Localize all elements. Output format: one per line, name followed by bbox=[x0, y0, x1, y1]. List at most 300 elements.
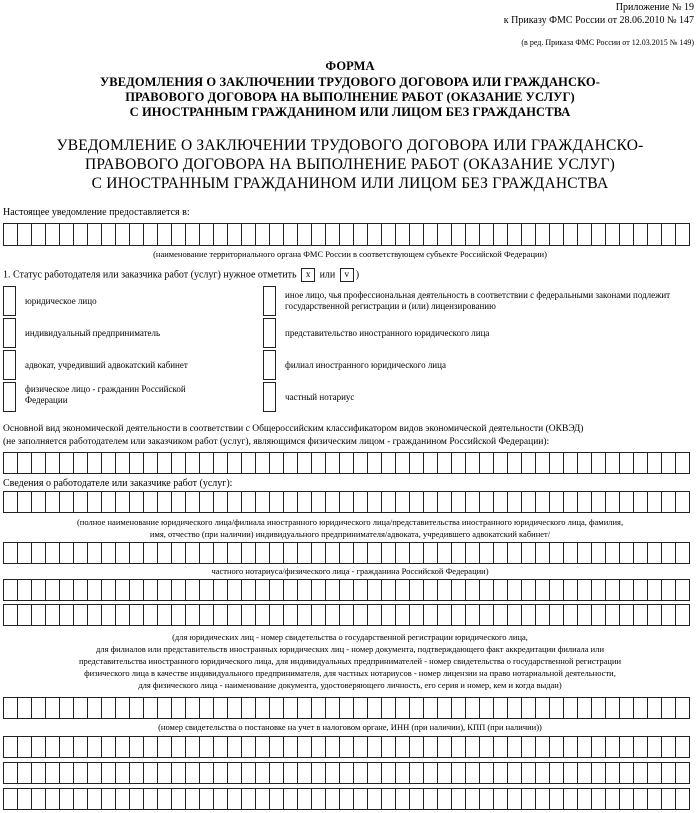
input-cell[interactable] bbox=[60, 697, 74, 719]
input-cell[interactable] bbox=[382, 452, 396, 474]
input-cell[interactable] bbox=[396, 788, 410, 810]
input-cell[interactable] bbox=[186, 491, 200, 513]
input-cell[interactable] bbox=[4, 604, 18, 626]
input-cell[interactable] bbox=[648, 542, 662, 564]
input-cell[interactable] bbox=[438, 542, 452, 564]
input-cell[interactable] bbox=[18, 223, 32, 246]
checkbox-citizen[interactable] bbox=[3, 382, 16, 412]
input-cell[interactable] bbox=[662, 736, 676, 758]
input-cell[interactable] bbox=[74, 452, 88, 474]
input-cell[interactable] bbox=[648, 223, 662, 246]
input-cell[interactable] bbox=[214, 223, 228, 246]
input-cell[interactable] bbox=[550, 604, 564, 626]
input-cell[interactable] bbox=[452, 697, 466, 719]
input-cell[interactable] bbox=[550, 542, 564, 564]
input-cell[interactable] bbox=[606, 542, 620, 564]
input-cell[interactable] bbox=[480, 452, 494, 474]
input-cell[interactable] bbox=[648, 579, 662, 601]
input-cell[interactable] bbox=[424, 697, 438, 719]
input-cell[interactable] bbox=[410, 223, 424, 246]
input-cell[interactable] bbox=[662, 604, 676, 626]
input-cell[interactable] bbox=[18, 788, 32, 810]
input-cell[interactable] bbox=[396, 604, 410, 626]
input-cell[interactable] bbox=[88, 223, 102, 246]
input-cell[interactable] bbox=[186, 697, 200, 719]
input-cell[interactable] bbox=[662, 452, 676, 474]
input-cell[interactable] bbox=[410, 579, 424, 601]
input-cell[interactable] bbox=[592, 788, 606, 810]
input-cell[interactable] bbox=[550, 788, 564, 810]
input-cell[interactable] bbox=[256, 788, 270, 810]
input-cell[interactable] bbox=[144, 542, 158, 564]
input-cell[interactable] bbox=[466, 604, 480, 626]
input-cell[interactable] bbox=[88, 736, 102, 758]
input-cell[interactable] bbox=[354, 542, 368, 564]
input-cell[interactable] bbox=[452, 223, 466, 246]
input-cell[interactable] bbox=[60, 736, 74, 758]
input-cell[interactable] bbox=[494, 762, 508, 784]
input-cell[interactable] bbox=[74, 491, 88, 513]
input-cell[interactable] bbox=[18, 579, 32, 601]
input-cell[interactable] bbox=[452, 491, 466, 513]
input-cell[interactable] bbox=[634, 579, 648, 601]
input-cell[interactable] bbox=[144, 452, 158, 474]
input-cell[interactable] bbox=[354, 788, 368, 810]
input-cell[interactable] bbox=[676, 542, 690, 564]
input-cell[interactable] bbox=[256, 491, 270, 513]
input-cell[interactable] bbox=[410, 736, 424, 758]
input-cell[interactable] bbox=[480, 762, 494, 784]
input-cell[interactable] bbox=[256, 762, 270, 784]
input-cell[interactable] bbox=[242, 736, 256, 758]
input-cell[interactable] bbox=[172, 762, 186, 784]
input-cell[interactable] bbox=[410, 762, 424, 784]
input-cell[interactable] bbox=[46, 736, 60, 758]
input-cell[interactable] bbox=[130, 491, 144, 513]
input-cell[interactable] bbox=[578, 542, 592, 564]
input-cell[interactable] bbox=[550, 491, 564, 513]
input-cell[interactable] bbox=[550, 736, 564, 758]
input-cell[interactable] bbox=[116, 542, 130, 564]
input-cell[interactable] bbox=[340, 223, 354, 246]
input-cell[interactable] bbox=[270, 579, 284, 601]
input-cell[interactable] bbox=[312, 223, 326, 246]
input-cell[interactable] bbox=[214, 491, 228, 513]
input-cell[interactable] bbox=[620, 542, 634, 564]
input-cell[interactable] bbox=[550, 697, 564, 719]
input-cell[interactable] bbox=[620, 223, 634, 246]
input-cell[interactable] bbox=[620, 762, 634, 784]
input-cell[interactable] bbox=[522, 491, 536, 513]
input-cell[interactable] bbox=[60, 452, 74, 474]
input-cell[interactable] bbox=[172, 604, 186, 626]
input-cell[interactable] bbox=[676, 452, 690, 474]
checkbox-branch[interactable] bbox=[263, 350, 276, 380]
input-cell[interactable] bbox=[116, 452, 130, 474]
input-cell[interactable] bbox=[88, 452, 102, 474]
input-cell[interactable] bbox=[340, 452, 354, 474]
input-cell[interactable] bbox=[4, 736, 18, 758]
input-cell[interactable] bbox=[158, 491, 172, 513]
input-cell[interactable] bbox=[494, 452, 508, 474]
input-cell[interactable] bbox=[662, 762, 676, 784]
input-cell[interactable] bbox=[466, 452, 480, 474]
input-cell[interactable] bbox=[172, 542, 186, 564]
input-cell[interactable] bbox=[368, 542, 382, 564]
input-cell[interactable] bbox=[382, 736, 396, 758]
input-cell[interactable] bbox=[18, 697, 32, 719]
input-cell[interactable] bbox=[256, 452, 270, 474]
input-cell[interactable] bbox=[368, 452, 382, 474]
input-cell[interactable] bbox=[494, 223, 508, 246]
input-cell[interactable] bbox=[144, 762, 158, 784]
input-cell[interactable] bbox=[648, 491, 662, 513]
input-cell[interactable] bbox=[676, 491, 690, 513]
input-cell[interactable] bbox=[60, 762, 74, 784]
input-cell[interactable] bbox=[340, 788, 354, 810]
input-cell[interactable] bbox=[172, 223, 186, 246]
input-cell[interactable] bbox=[452, 604, 466, 626]
input-cell[interactable] bbox=[494, 542, 508, 564]
input-cell[interactable] bbox=[536, 736, 550, 758]
input-cell[interactable] bbox=[186, 223, 200, 246]
input-cell[interactable] bbox=[396, 762, 410, 784]
input-cell[interactable] bbox=[326, 542, 340, 564]
input-cell[interactable] bbox=[200, 223, 214, 246]
input-cell[interactable] bbox=[508, 697, 522, 719]
input-cell[interactable] bbox=[172, 579, 186, 601]
input-cell[interactable] bbox=[438, 604, 452, 626]
input-cell[interactable] bbox=[578, 604, 592, 626]
input-cell[interactable] bbox=[648, 762, 662, 784]
input-cell[interactable] bbox=[32, 491, 46, 513]
input-cell[interactable] bbox=[228, 736, 242, 758]
input-cell[interactable] bbox=[620, 788, 634, 810]
input-cell[interactable] bbox=[326, 223, 340, 246]
input-cell[interactable] bbox=[508, 788, 522, 810]
input-cell[interactable] bbox=[662, 788, 676, 810]
input-cell[interactable] bbox=[522, 542, 536, 564]
input-cell[interactable] bbox=[158, 579, 172, 601]
input-cell[interactable] bbox=[200, 604, 214, 626]
input-cell[interactable] bbox=[186, 604, 200, 626]
input-cell[interactable] bbox=[270, 788, 284, 810]
input-cell[interactable] bbox=[242, 452, 256, 474]
input-cell[interactable] bbox=[228, 788, 242, 810]
input-cell[interactable] bbox=[200, 452, 214, 474]
input-cell[interactable] bbox=[102, 452, 116, 474]
input-cell[interactable] bbox=[284, 223, 298, 246]
input-cell[interactable] bbox=[74, 697, 88, 719]
input-cell[interactable] bbox=[466, 579, 480, 601]
input-cell[interactable] bbox=[368, 223, 382, 246]
input-cell[interactable] bbox=[592, 452, 606, 474]
input-cell[interactable] bbox=[46, 542, 60, 564]
input-cell[interactable] bbox=[116, 604, 130, 626]
input-cell[interactable] bbox=[284, 452, 298, 474]
input-cell[interactable] bbox=[4, 542, 18, 564]
input-cell[interactable] bbox=[214, 604, 228, 626]
input-cell[interactable] bbox=[592, 762, 606, 784]
input-cell[interactable] bbox=[298, 542, 312, 564]
input-cell[interactable] bbox=[88, 491, 102, 513]
registration-field-1[interactable] bbox=[3, 579, 690, 601]
input-cell[interactable] bbox=[410, 452, 424, 474]
input-cell[interactable] bbox=[676, 579, 690, 601]
input-cell[interactable] bbox=[648, 452, 662, 474]
input-cell[interactable] bbox=[158, 697, 172, 719]
input-cell[interactable] bbox=[18, 762, 32, 784]
input-cell[interactable] bbox=[18, 736, 32, 758]
input-cell[interactable] bbox=[200, 542, 214, 564]
input-cell[interactable] bbox=[4, 223, 18, 246]
input-cell[interactable] bbox=[228, 542, 242, 564]
input-cell[interactable] bbox=[396, 697, 410, 719]
input-cell[interactable] bbox=[466, 762, 480, 784]
input-cell[interactable] bbox=[326, 762, 340, 784]
input-cell[interactable] bbox=[298, 579, 312, 601]
input-cell[interactable] bbox=[480, 542, 494, 564]
input-cell[interactable] bbox=[606, 579, 620, 601]
input-cell[interactable] bbox=[144, 491, 158, 513]
input-cell[interactable] bbox=[550, 452, 564, 474]
input-cell[interactable] bbox=[424, 736, 438, 758]
input-cell[interactable] bbox=[634, 762, 648, 784]
input-cell[interactable] bbox=[536, 579, 550, 601]
input-cell[interactable] bbox=[424, 604, 438, 626]
input-cell[interactable] bbox=[228, 604, 242, 626]
input-cell[interactable] bbox=[676, 788, 690, 810]
input-cell[interactable] bbox=[88, 697, 102, 719]
input-cell[interactable] bbox=[270, 491, 284, 513]
input-cell[interactable] bbox=[102, 762, 116, 784]
input-cell[interactable] bbox=[396, 579, 410, 601]
input-cell[interactable] bbox=[298, 491, 312, 513]
input-cell[interactable] bbox=[354, 604, 368, 626]
input-cell[interactable] bbox=[438, 452, 452, 474]
input-cell[interactable] bbox=[522, 788, 536, 810]
input-cell[interactable] bbox=[508, 579, 522, 601]
input-cell[interactable] bbox=[242, 604, 256, 626]
input-cell[interactable] bbox=[312, 762, 326, 784]
input-cell[interactable] bbox=[494, 604, 508, 626]
input-cell[interactable] bbox=[648, 788, 662, 810]
input-cell[interactable] bbox=[116, 697, 130, 719]
input-cell[interactable] bbox=[550, 762, 564, 784]
input-cell[interactable] bbox=[130, 762, 144, 784]
input-cell[interactable] bbox=[158, 542, 172, 564]
input-cell[interactable] bbox=[228, 579, 242, 601]
input-cell[interactable] bbox=[158, 788, 172, 810]
checkbox-representative-office[interactable] bbox=[263, 318, 276, 348]
input-cell[interactable] bbox=[88, 788, 102, 810]
input-cell[interactable] bbox=[312, 452, 326, 474]
input-cell[interactable] bbox=[326, 491, 340, 513]
input-cell[interactable] bbox=[200, 736, 214, 758]
input-cell[interactable] bbox=[32, 579, 46, 601]
input-cell[interactable] bbox=[522, 697, 536, 719]
input-cell[interactable] bbox=[256, 736, 270, 758]
input-cell[interactable] bbox=[382, 223, 396, 246]
input-cell[interactable] bbox=[354, 762, 368, 784]
input-cell[interactable] bbox=[88, 579, 102, 601]
input-cell[interactable] bbox=[592, 604, 606, 626]
input-cell[interactable] bbox=[312, 604, 326, 626]
input-cell[interactable] bbox=[368, 491, 382, 513]
input-cell[interactable] bbox=[452, 762, 466, 784]
input-cell[interactable] bbox=[270, 452, 284, 474]
input-cell[interactable] bbox=[298, 788, 312, 810]
input-cell[interactable] bbox=[522, 223, 536, 246]
input-cell[interactable] bbox=[4, 697, 18, 719]
input-cell[interactable] bbox=[298, 604, 312, 626]
input-cell[interactable] bbox=[172, 736, 186, 758]
input-cell[interactable] bbox=[438, 223, 452, 246]
input-cell[interactable] bbox=[340, 542, 354, 564]
input-cell[interactable] bbox=[382, 788, 396, 810]
input-cell[interactable] bbox=[396, 736, 410, 758]
input-cell[interactable] bbox=[284, 736, 298, 758]
input-cell[interactable] bbox=[620, 697, 634, 719]
input-cell[interactable] bbox=[564, 491, 578, 513]
input-cell[interactable] bbox=[662, 579, 676, 601]
input-cell[interactable] bbox=[242, 697, 256, 719]
input-cell[interactable] bbox=[606, 762, 620, 784]
input-cell[interactable] bbox=[88, 762, 102, 784]
checkbox-lawyer[interactable] bbox=[3, 350, 16, 380]
input-cell[interactable] bbox=[634, 788, 648, 810]
input-cell[interactable] bbox=[634, 697, 648, 719]
input-cell[interactable] bbox=[606, 223, 620, 246]
input-cell[interactable] bbox=[102, 223, 116, 246]
input-cell[interactable] bbox=[452, 452, 466, 474]
input-cell[interactable] bbox=[130, 736, 144, 758]
input-cell[interactable] bbox=[116, 762, 130, 784]
input-cell[interactable] bbox=[578, 491, 592, 513]
input-cell[interactable] bbox=[592, 697, 606, 719]
input-cell[interactable] bbox=[270, 542, 284, 564]
input-cell[interactable] bbox=[466, 736, 480, 758]
input-cell[interactable] bbox=[452, 736, 466, 758]
input-cell[interactable] bbox=[634, 491, 648, 513]
input-cell[interactable] bbox=[410, 542, 424, 564]
input-cell[interactable] bbox=[4, 452, 18, 474]
input-cell[interactable] bbox=[88, 542, 102, 564]
input-cell[interactable] bbox=[60, 491, 74, 513]
input-cell[interactable] bbox=[102, 736, 116, 758]
input-cell[interactable] bbox=[200, 491, 214, 513]
input-cell[interactable] bbox=[172, 452, 186, 474]
input-cell[interactable] bbox=[396, 542, 410, 564]
input-cell[interactable] bbox=[536, 697, 550, 719]
input-cell[interactable] bbox=[578, 736, 592, 758]
input-cell[interactable] bbox=[228, 762, 242, 784]
input-cell[interactable] bbox=[676, 604, 690, 626]
input-cell[interactable] bbox=[368, 788, 382, 810]
input-cell[interactable] bbox=[144, 604, 158, 626]
input-cell[interactable] bbox=[578, 697, 592, 719]
input-cell[interactable] bbox=[298, 697, 312, 719]
input-cell[interactable] bbox=[32, 697, 46, 719]
input-cell[interactable] bbox=[396, 491, 410, 513]
input-cell[interactable] bbox=[508, 604, 522, 626]
input-cell[interactable] bbox=[354, 697, 368, 719]
input-cell[interactable] bbox=[438, 491, 452, 513]
input-cell[interactable] bbox=[480, 736, 494, 758]
input-cell[interactable] bbox=[396, 452, 410, 474]
input-cell[interactable] bbox=[256, 697, 270, 719]
input-cell[interactable] bbox=[326, 604, 340, 626]
input-cell[interactable] bbox=[228, 491, 242, 513]
input-cell[interactable] bbox=[242, 223, 256, 246]
input-cell[interactable] bbox=[466, 223, 480, 246]
input-cell[interactable] bbox=[186, 579, 200, 601]
input-cell[interactable] bbox=[312, 788, 326, 810]
input-cell[interactable] bbox=[186, 788, 200, 810]
input-cell[interactable] bbox=[606, 788, 620, 810]
input-cell[interactable] bbox=[46, 452, 60, 474]
input-cell[interactable] bbox=[102, 491, 116, 513]
input-cell[interactable] bbox=[312, 736, 326, 758]
input-cell[interactable] bbox=[172, 697, 186, 719]
input-cell[interactable] bbox=[438, 579, 452, 601]
input-cell[interactable] bbox=[186, 736, 200, 758]
input-cell[interactable] bbox=[438, 788, 452, 810]
input-cell[interactable] bbox=[214, 542, 228, 564]
input-cell[interactable] bbox=[494, 491, 508, 513]
input-cell[interactable] bbox=[508, 223, 522, 246]
input-cell[interactable] bbox=[564, 579, 578, 601]
input-cell[interactable] bbox=[676, 223, 690, 246]
extra-field-2[interactable] bbox=[3, 762, 690, 784]
input-cell[interactable] bbox=[522, 736, 536, 758]
input-cell[interactable] bbox=[158, 452, 172, 474]
input-cell[interactable] bbox=[186, 542, 200, 564]
input-cell[interactable] bbox=[284, 542, 298, 564]
input-cell[interactable] bbox=[144, 788, 158, 810]
input-cell[interactable] bbox=[214, 736, 228, 758]
input-cell[interactable] bbox=[312, 491, 326, 513]
input-cell[interactable] bbox=[242, 579, 256, 601]
input-cell[interactable] bbox=[494, 697, 508, 719]
input-cell[interactable] bbox=[536, 542, 550, 564]
input-cell[interactable] bbox=[648, 736, 662, 758]
input-cell[interactable] bbox=[676, 762, 690, 784]
input-cell[interactable] bbox=[480, 579, 494, 601]
input-cell[interactable] bbox=[60, 788, 74, 810]
input-cell[interactable] bbox=[4, 579, 18, 601]
input-cell[interactable] bbox=[270, 697, 284, 719]
input-cell[interactable] bbox=[270, 762, 284, 784]
input-cell[interactable] bbox=[564, 542, 578, 564]
input-cell[interactable] bbox=[326, 697, 340, 719]
input-cell[interactable] bbox=[494, 736, 508, 758]
input-cell[interactable] bbox=[102, 697, 116, 719]
input-cell[interactable] bbox=[466, 491, 480, 513]
input-cell[interactable] bbox=[18, 542, 32, 564]
input-cell[interactable] bbox=[256, 604, 270, 626]
input-cell[interactable] bbox=[354, 223, 368, 246]
input-cell[interactable] bbox=[340, 736, 354, 758]
input-cell[interactable] bbox=[242, 491, 256, 513]
input-cell[interactable] bbox=[340, 579, 354, 601]
input-cell[interactable] bbox=[466, 788, 480, 810]
input-cell[interactable] bbox=[564, 452, 578, 474]
input-cell[interactable] bbox=[508, 542, 522, 564]
input-cell[interactable] bbox=[354, 579, 368, 601]
input-cell[interactable] bbox=[564, 223, 578, 246]
input-cell[interactable] bbox=[536, 452, 550, 474]
